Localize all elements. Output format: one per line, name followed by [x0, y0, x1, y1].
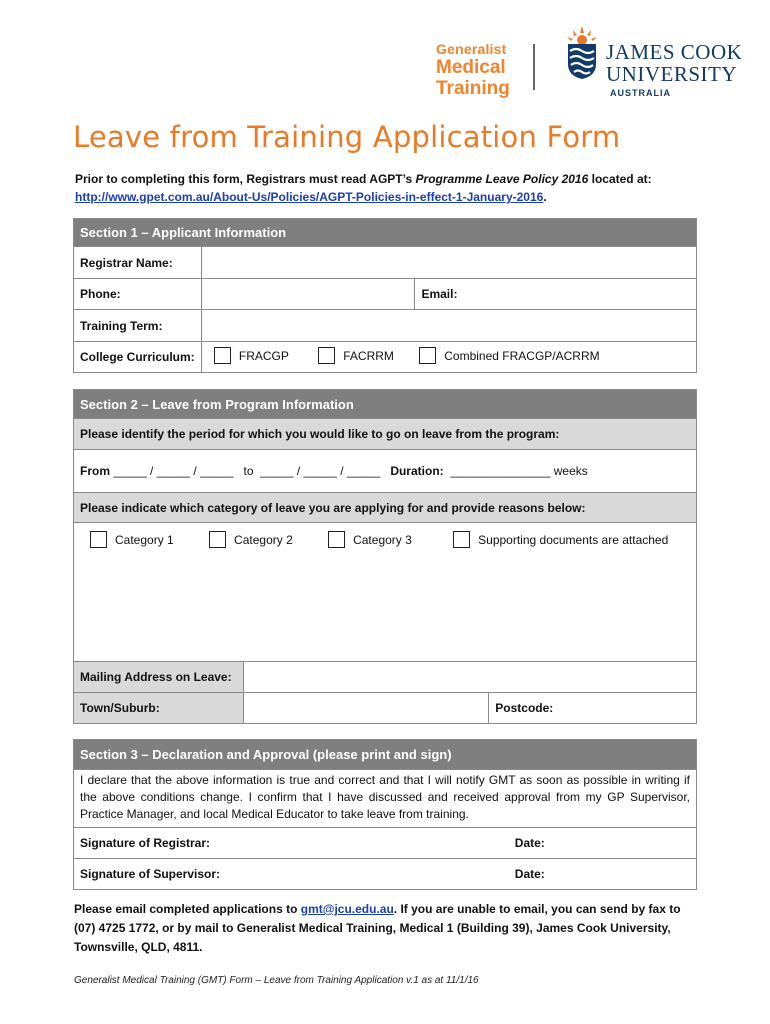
registrar-date-field[interactable]	[509, 828, 697, 859]
supervisor-signature-field[interactable]	[74, 859, 509, 890]
email-label: Email:	[421, 287, 458, 301]
town-label: Town/Suburb:	[74, 693, 244, 724]
mailing-address-field[interactable]	[243, 662, 696, 693]
section2-table	[73, 389, 697, 724]
jcu-logo	[606, 42, 742, 98]
jcu-shield-icon	[565, 24, 599, 80]
submission-text: Please email completed applications to	[74, 902, 301, 916]
training-term-label: Training Term:	[74, 310, 202, 342]
category3-checkbox[interactable]	[328, 531, 345, 548]
category2-option[interactable]	[209, 531, 293, 548]
to-date-field[interactable]: _____ / _____ / _____	[260, 464, 381, 478]
category1-checkbox[interactable]	[90, 531, 107, 548]
intro-text-after: located at:	[588, 172, 652, 186]
registrar-name-field[interactable]	[201, 247, 696, 279]
duration-label: Duration:	[390, 464, 444, 478]
postcode-label: Postcode:	[495, 701, 554, 715]
category1-label: Category 1	[115, 532, 174, 547]
facrrm-option[interactable]	[318, 347, 394, 364]
intro-period: .	[543, 190, 547, 204]
registrar-signature-field[interactable]	[74, 828, 509, 859]
logo-divider	[533, 44, 535, 90]
email-field[interactable]	[415, 279, 697, 310]
section3-heading: Section 3 – Declaration and Approval (please print and sign)	[74, 740, 697, 770]
supervisor-date-label: Date:	[514, 867, 545, 881]
category-reasons-area[interactable]	[74, 523, 697, 662]
leave-period-row[interactable]	[74, 450, 697, 493]
category2-checkbox[interactable]	[209, 531, 226, 548]
fracgp-checkbox[interactable]	[214, 347, 231, 364]
postcode-field[interactable]	[489, 693, 697, 724]
gmt-logo-line2: Medical	[436, 57, 506, 78]
supporting-docs-label: Supporting documents are attached	[478, 532, 669, 547]
section1-heading: Section 1 – Applicant Information	[74, 219, 697, 247]
section3-table	[73, 739, 697, 890]
category1-option[interactable]	[90, 531, 174, 548]
from-date-field[interactable]: _____ / _____ / _____	[113, 464, 234, 478]
gmt-logo-line1: Generalist	[436, 41, 507, 57]
facrrm-checkbox[interactable]	[318, 347, 335, 364]
form-footnote: Generalist Medical Training (GMT) Form – Leave from Training Application v.1 as at 11/1/16	[74, 975, 479, 986]
supervisor-signature-label: Signature of Supervisor:	[80, 867, 221, 881]
mailing-address-label: Mailing Address on Leave:	[74, 662, 244, 693]
category-prompt: Please indicate which category of leave you are applying for and provide reasons below:	[74, 493, 697, 523]
category3-label: Category 3	[353, 532, 412, 547]
category3-option[interactable]	[328, 531, 412, 548]
form-title: Leave from Training Application Form	[73, 120, 621, 154]
category2-label: Category 2	[234, 532, 293, 547]
combined-checkbox[interactable]	[419, 347, 436, 364]
fracgp-label: FRACGP	[238, 348, 289, 363]
gmt-logo-line3: Training	[436, 78, 510, 99]
training-term-field[interactable]	[201, 310, 696, 342]
facrrm-label: FACRRM	[343, 348, 394, 363]
intro-text: Prior to completing this form, Registrars must read AGPT’s	[75, 172, 416, 186]
policy-name: Programme Leave Policy 2016	[415, 172, 589, 186]
weeks-label: weeks	[553, 464, 588, 478]
jcu-logo-line3: AUSTRALIA	[610, 88, 671, 98]
combined-label: Combined FRACGP/ACRRM	[444, 348, 600, 363]
phone-field[interactable]	[201, 279, 415, 310]
submission-instructions	[74, 900, 704, 957]
town-field[interactable]	[243, 693, 488, 724]
supporting-docs-option[interactable]	[453, 531, 668, 548]
section1-table	[73, 218, 697, 373]
to-label: to	[243, 464, 254, 478]
supervisor-date-field[interactable]	[509, 859, 697, 890]
fracgp-option[interactable]	[214, 347, 289, 364]
college-curriculum-label: College Curriculum:	[74, 342, 202, 373]
duration-field[interactable]: _______________	[450, 464, 551, 478]
gmt-logo	[436, 42, 510, 98]
supporting-docs-checkbox[interactable]	[453, 531, 470, 548]
registrar-date-label: Date:	[514, 836, 545, 850]
from-label: From	[80, 464, 110, 478]
submission-text-after: . If you are unable to email, you can send by fax to (07) 4725 1772, or by mail to Generalist Medical Training, Medical 1 (Building 39), James Cook University, Townsville, QLD, 4811.	[74, 902, 681, 954]
intro-paragraph	[75, 170, 705, 206]
declaration-text: I declare that the above information is true and correct and that I will notify GMT as soon as possible in writing if the above conditions change. I confirm that I have discussed and received approval from my GP Supervisor, Practice Manager, and local Medical Educator to take leave from training.	[74, 770, 697, 828]
registrar-name-label: Registrar Name:	[74, 247, 202, 279]
policy-link[interactable]: http://www.gpet.com.au/About-Us/Policies/AGPT-Policies-in-effect-1-January-2016	[75, 190, 544, 204]
combined-option[interactable]	[419, 347, 599, 364]
jcu-logo-line2: UNIVERSITY	[606, 62, 737, 86]
section2-heading: Section 2 – Leave from Program Information	[74, 390, 697, 419]
curriculum-options	[201, 342, 696, 373]
jcu-logo-line1: JAMES COOK	[606, 40, 743, 64]
period-prompt: Please identify the period for which you would like to go on leave from the program:	[74, 419, 697, 450]
email-link[interactable]: gmt@jcu.edu.au	[300, 902, 394, 916]
phone-label: Phone:	[74, 279, 202, 310]
registrar-signature-label: Signature of Registrar:	[80, 836, 211, 850]
